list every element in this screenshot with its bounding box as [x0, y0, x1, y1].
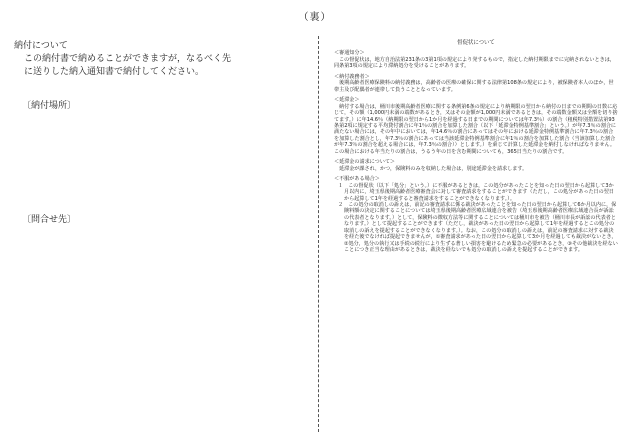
payment-place-label: 〔納付場所〕: [22, 101, 77, 111]
section-heading: ＜審通知分＞: [334, 50, 365, 57]
section-late-fee: [334, 97, 618, 155]
section-obligor: [334, 74, 618, 93]
section-heading: ＜不服がある場合＞: [334, 176, 380, 183]
section-body: この督促状は，地方自治法第231条の3第1項の規定により発するもので，指定した納付期限までに完納されないときは，同条第3項の規定により滞納処分を受けることがあります。: [334, 56, 615, 70]
section-heading: ＜延滞金＞: [334, 97, 360, 104]
payment-heading: 納付について: [14, 41, 68, 51]
payment-notice-panel: [14, 40, 304, 79]
demand-letter-title: 督促状について: [457, 40, 495, 46]
section-heading: ＜延滞金の請求について＞: [334, 159, 396, 166]
section-body: 延滞金が課され，かつ，保険料のみを収納した場合は，別途延滞金を請求します。: [339, 165, 528, 172]
contact-label: 〔問合せ先〕: [22, 215, 77, 225]
section-heading: ＜納付義務者＞: [334, 73, 370, 80]
payment-text-line-2: に送りした納入通知書で納付してください。: [24, 67, 205, 77]
page-side-title: （裏）: [298, 12, 332, 23]
section-body: 後期高齢者医療保険料の納付義務は，高齢者の医療の確保に関する法律第108条の規定により，被保険者本人のほか，世帯主及び配偶者が連帯して負うこととなっています。: [334, 80, 614, 93]
payment-text-line-1: この納付書で納めることができますが，なるべく先: [24, 54, 232, 64]
objection-item-1: １ この督促状（以下「処分」という。）に不服があるときは，この処分があったことを知った日の翌日から起算して3か月以内に，埼玉県後期高齢者医療審査会に対して審査請求をすることができます（ただし，この処分があった日の翌日から起算して1年を経過すると審査請求をすることができなくなります。）。: [338, 182, 614, 202]
section-objection: [334, 176, 618, 253]
cut-line-divider: [318, 36, 319, 432]
section-body: 納付する場合は，桶川市後期高齢者医療に関する条例第6条の規定により納期限の翌日から納付の日までの期間の日数に応じて，その額（1,000円未満の端数があるとき，又はその金額が1,000円未満であるときは，その端数金額又は全額を切り捨てます。）に年14.6％（納期限の翌日から1か月を経過する日までの期間については年7.3％）の割合（租税特別措置法第93条第2項に規定する平均貸付割合に年1％の割合を加算した割合（以下「延滞金特例基準割合」という。）が年7.3％の割合に満たない場合には，その年中においては，年14.6％の割合にあってはその年における延滞金特例基準割合に年7.3％の割合を加算した割合とし，年7.3％の割合にあっては当該延滞金特例基準割合に年1％の割合を加算した割合（当該加算した割合が年7.3％の割合を超える場合には，年7.3％の割合））とします。）を乗じて計算した延滞金を納付しなければなりません。この場合における年当たりの割合は，うるう年の日を含む期間についても，365日当たりの割合です。: [334, 103, 618, 155]
objection-item-2: ２ この処分の取消しの訴えは，前記の審査請求に係る裁決があったことを知った日の翌日から起算して6か月以内に，保険料額の決定に関することについては埼玉県後期高齢者医療広域連合を被告（埼玉県後期高齢者医療広域連合長が訴訟の代表者となります。）として，保険料の徴収方法等に関することについては桶川市を被告（桶川市長が訴訟の代表者となります。）として提起することができます（ただし，裁決があった日の翌日から起算して1年を経過するとこの処分の取消しの訴えを提起することができなくなります。）。なお，この処分の取消しの訴えは，前記の審査請求に対する裁決を経た後でなければ提起できませんが，①審査請求があった日の翌日から起算して3か月を経過しても裁決がないとき，②処分，処分の執行又は手続の続行により生ずる著しい損害を避けるため緊急の必要があるとき，③その他裁決を経ないことにつき正当な理由があるときは，裁決を経ないでも処分の取消しの訴えを提起することができます。: [338, 201, 618, 254]
section-late-fee-claim: [334, 159, 618, 172]
demand-letter-panel: [334, 40, 618, 258]
section-notice: [334, 50, 618, 69]
